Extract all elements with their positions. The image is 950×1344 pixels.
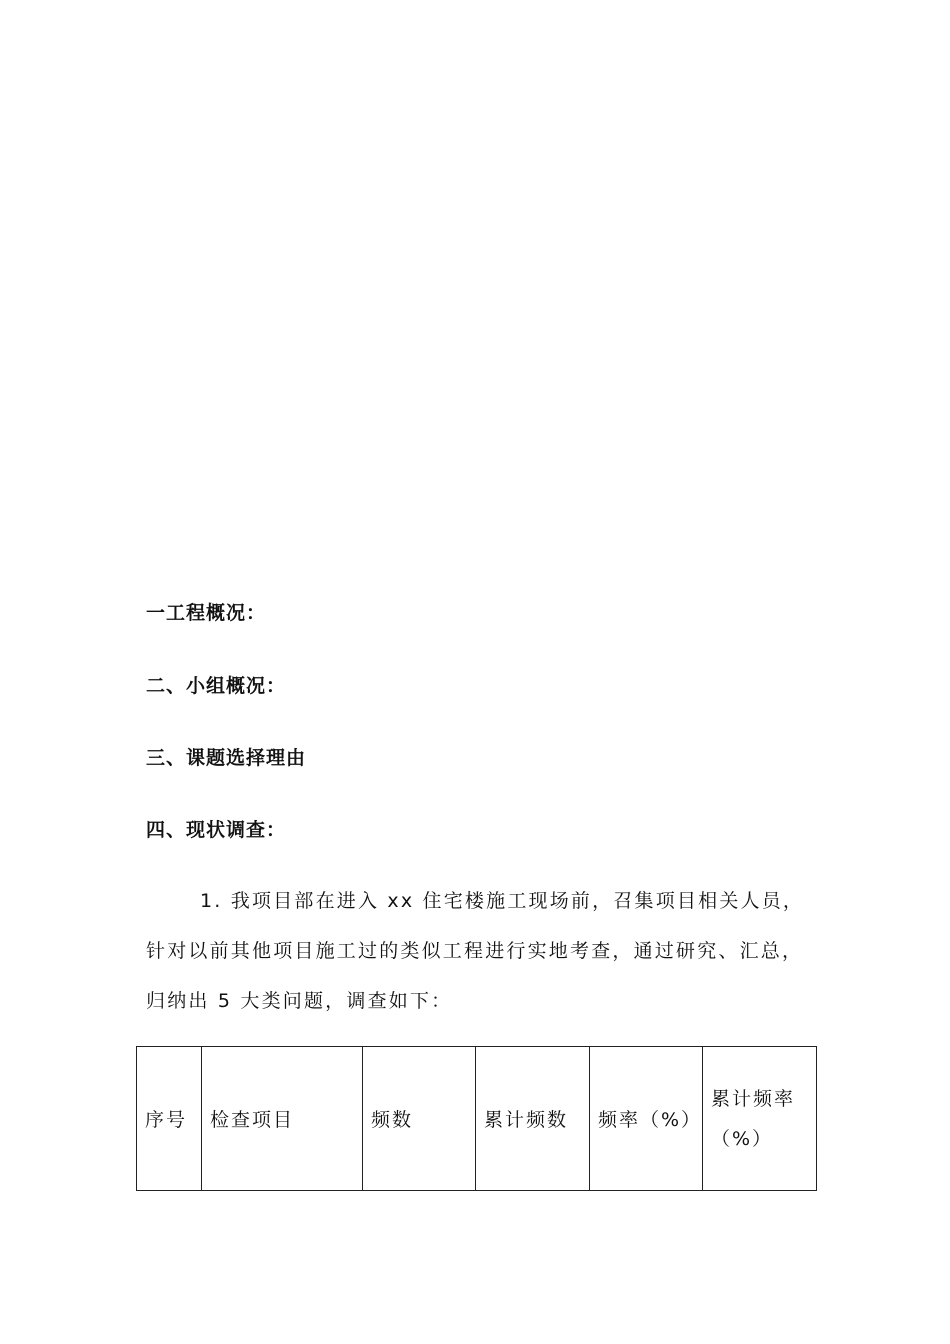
table-header-row [137, 1047, 817, 1191]
header-cell-cumulative-frequency-rate: 累计频率（%） [703, 1047, 817, 1191]
heading-project-overview: 一工程概况： [146, 602, 267, 624]
header-cell-inspection-item: 检查项目 [202, 1047, 363, 1191]
header-cell-frequency: 频数 [363, 1047, 476, 1191]
survey-table [136, 1046, 817, 1191]
paragraph-line-2: 针对以前其他项目施工过的类似工程进行实地考查，通过研究、汇总， [146, 940, 804, 962]
heading-topic-selection-reason: 三、课题选择理由 [146, 747, 307, 769]
heading-status-survey: 四、现状调查： [146, 819, 287, 841]
header-cell-cumulative-frequency: 累计频数 [476, 1047, 590, 1191]
paragraph-line-3: 归纳出 5 大类问题，调查如下： [146, 990, 453, 1012]
paragraph-line-1: 1. 我项目部在进入 xx 住宅楼施工现场前，召集项目相关人员， [200, 890, 805, 912]
header-cell-serial-number: 序号 [137, 1047, 202, 1191]
heading-team-overview: 二、小组概况： [146, 675, 287, 697]
header-cell-frequency-rate: 频率（%） [590, 1047, 703, 1191]
